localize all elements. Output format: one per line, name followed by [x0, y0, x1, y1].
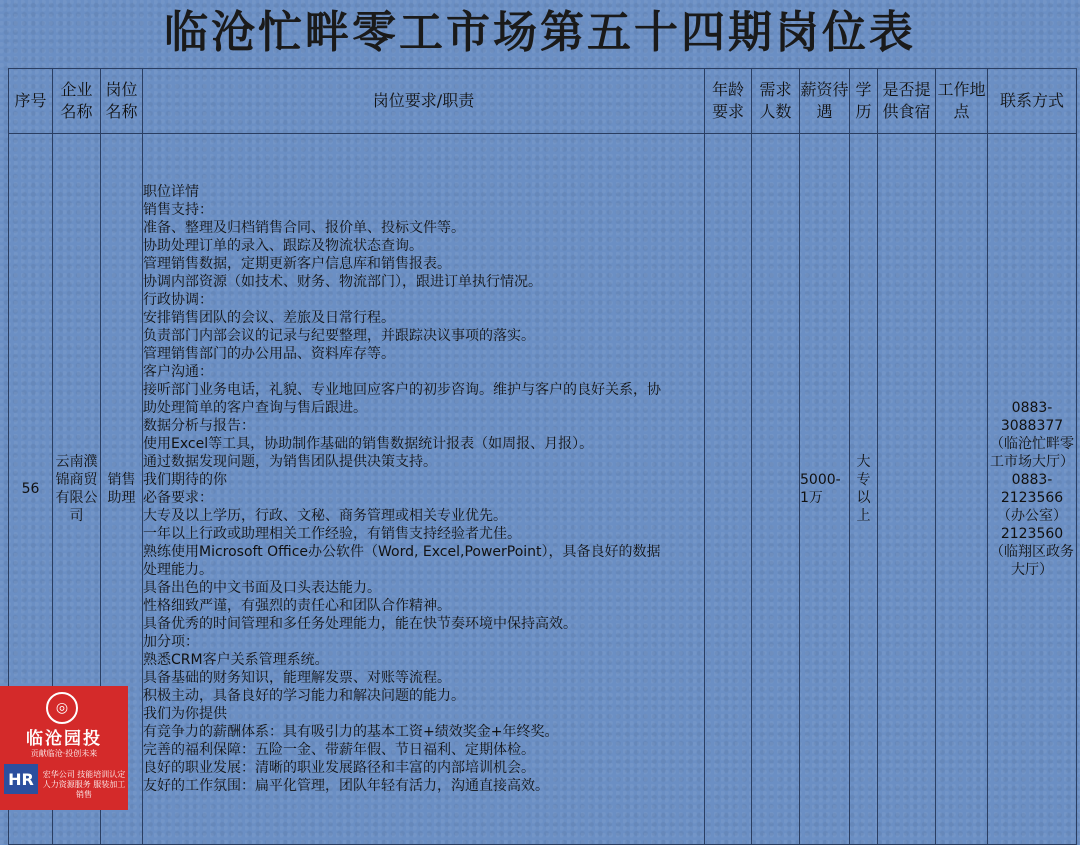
duty-line: 熟悉CRM客户关系管理系统。 [143, 652, 329, 668]
duty-line: 协助处理订单的录入、跟踪及物流状态查询。 [143, 238, 423, 254]
hr-logo-icon: HR [4, 764, 38, 794]
header-company: 企业名称 [53, 69, 101, 134]
logo-info: 宏华公司 技能培训认定 人力资源服务 服装加工销售 [42, 770, 126, 799]
duty-line: 积极主动，具备良好的学习能力和解决问题的能力。 [143, 688, 465, 704]
cell-duties [143, 134, 705, 845]
company-logo [0, 686, 128, 810]
cell-company: 云南濮锦商贸有限公司 [53, 134, 101, 845]
header-headcount: 需求人数 [752, 69, 800, 134]
cell-meals [878, 134, 936, 845]
duties-list [143, 183, 704, 795]
header-no: 序号 [9, 69, 53, 134]
cell-age [705, 134, 752, 845]
job-table [8, 68, 1077, 845]
cell-contact: 0883-3088377（临沧忙畔零工市场大厅）0883-2123566（办公室）2123560（临翔区政务大厅） [988, 134, 1077, 845]
header-salary: 薪资待遇 [800, 69, 850, 134]
duty-line: 完善的福利保障：五险一金、带薪年假、节日福利、定期体检。 [143, 742, 535, 758]
header-duties: 岗位要求/职责 [143, 69, 705, 134]
logo-name: 临沧园投 [26, 729, 102, 749]
cell-salary: 5000-1万 [800, 134, 850, 845]
duty-line: 一年以上行政或助理相关工作经验，有销售支持经验者尤佳。 [143, 526, 521, 542]
duty-line: 具备基础的财务知识，能理解发票、对账等流程。 [143, 670, 451, 686]
header-location: 工作地点 [936, 69, 988, 134]
duty-line: 销售支持： [143, 202, 213, 218]
duty-line: 管理销售数据，定期更新客户信息库和销售报表。 [143, 256, 451, 272]
duty-line: 具备出色的中文书面及口头表达能力。 [143, 580, 381, 596]
duty-line: 友好的工作氛围：扁平化管理，团队年轻有活力，沟通直接高效。 [143, 778, 549, 794]
header-education: 学历 [850, 69, 878, 134]
duty-line: 处理能力。 [143, 562, 213, 578]
page-title: 临沧忙畔零工市场第五十四期岗位表 [164, 7, 916, 58]
table-header-row [9, 69, 1077, 134]
duty-line: 通过数据发现问题，为销售团队提供决策支持。 [143, 454, 437, 470]
header-age: 年龄要求 [705, 69, 752, 134]
duty-line: 良好的职业发展：清晰的职业发展路径和丰富的内部培训机会。 [143, 760, 535, 776]
cell-location [936, 134, 988, 845]
cell-position: 销售助理 [101, 134, 143, 845]
duty-line: 必备要求： [143, 490, 213, 506]
cell-no: 56 [9, 134, 53, 845]
duty-line: 接听部门业务电话，礼貌、专业地回应客户的初步咨询。维护与客户的良好关系，协 [143, 382, 661, 398]
cell-headcount [752, 134, 800, 845]
duty-line: 性格细致严谨，有强烈的责任心和团队合作精神。 [143, 598, 451, 614]
table-row [9, 134, 1077, 845]
duty-line: 行政协调： [143, 292, 213, 308]
header-meals: 是否提供食宿 [878, 69, 936, 134]
duty-line: 协调内部资源（如技术、财务、物流部门），跟进订单执行情况。 [143, 274, 542, 290]
duty-line: 客户沟通： [143, 364, 213, 380]
logo-slogan: 贡献临沧·投创未来 [30, 749, 98, 758]
duty-line: 数据分析与报告： [143, 418, 255, 434]
header-contact: 联系方式 [988, 69, 1077, 134]
cell-education: 大专以上 [850, 134, 878, 845]
duty-line: 安排销售团队的会议、差旅及日常行程。 [143, 310, 395, 326]
duty-line: 有竞争力的薪酬体系：具有吸引力的基本工资+绩效奖金+年终奖。 [143, 724, 559, 740]
header-position: 岗位名称 [101, 69, 143, 134]
duty-line: 大专及以上学历，行政、文秘、商务管理或相关专业优先。 [143, 508, 507, 524]
duty-line: 具备优秀的时间管理和多任务处理能力，能在快节奏环境中保持高效。 [143, 616, 577, 632]
duty-line: 熟练使用Microsoft Office办公软件（Word, Excel,PowerPoint），具备良好的数据 [143, 544, 661, 560]
duty-line: 加分项： [143, 634, 199, 650]
duty-line: 我们为你提供 [143, 706, 227, 722]
duty-line: 职位详情 [143, 184, 199, 200]
seal-icon: ◎ [46, 692, 78, 724]
duty-line: 负责部门内部会议的记录与纪要整理，并跟踪决议事项的落实。 [143, 328, 535, 344]
duty-line: 使用Excel等工具，协助制作基础的销售数据统计报表（如周报、月报）。 [143, 436, 594, 452]
duty-line: 管理销售部门的办公用品、资料库存等。 [143, 346, 395, 362]
duty-line: 我们期待的你 [143, 472, 227, 488]
duty-line: 准备、整理及归档销售合同、报价单、投标文件等。 [143, 220, 465, 236]
duty-line: 助处理简单的客户查询与售后跟进。 [143, 400, 367, 416]
